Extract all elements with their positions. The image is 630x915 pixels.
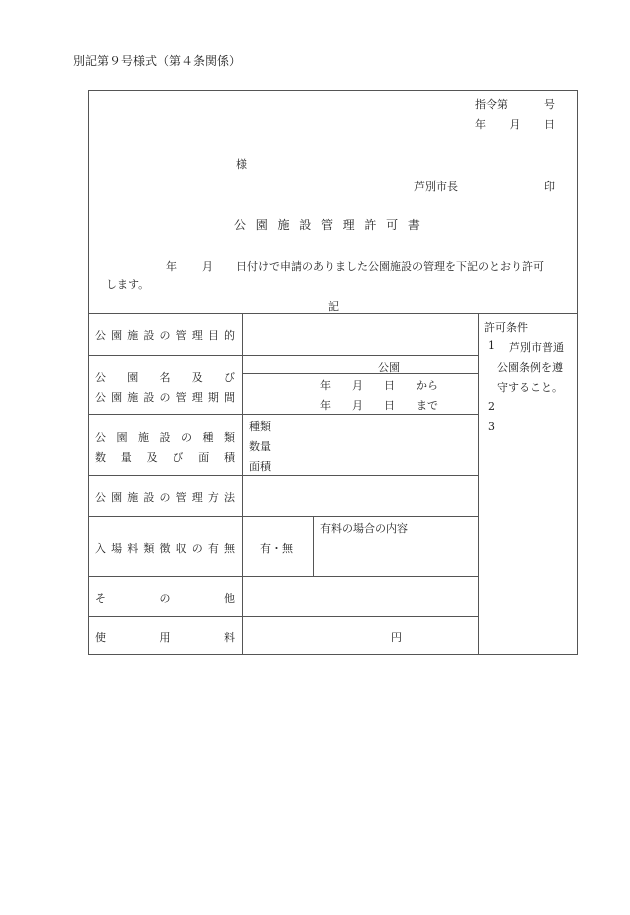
row-rule [88,516,478,517]
label-char: 管 [175,491,187,504]
item-area: 面積 [249,460,271,473]
label-quantity-area [95,449,235,465]
issuer-name: 芦別市長 [414,180,458,193]
label-char: の [159,329,171,342]
title-char: 許 [364,218,377,232]
label-admission-fee [95,540,235,556]
label-char: 公 [95,329,106,342]
label-char: の [181,431,192,444]
title-char: 理 [342,218,355,232]
label-column-divider [242,313,243,655]
label-facility-type [95,429,235,445]
table-top-rule [88,313,578,314]
label-char: 管 [175,329,187,342]
label-char: 法 [224,491,235,504]
label-char: 設 [143,391,155,404]
label-char: 日 [384,399,395,412]
title-char: 可 [386,218,399,232]
label-char: 施 [127,491,139,504]
condition-1-line: 公園条例を遵 [497,361,563,374]
label-char: 公 [95,491,106,504]
label-management-period [95,389,235,405]
label-char: 入 [95,542,106,555]
ref-year: 年 [475,118,486,131]
title-char: 園 [255,218,268,232]
title-char: 設 [299,218,312,232]
label-char: 理 [191,391,203,404]
condition-3-number: 3 [488,420,495,433]
label-char: 徴 [159,542,171,555]
label-char: から [416,379,438,392]
body-year: 年 [166,260,177,273]
label-char: 面 [198,451,210,464]
label-char: 収 [175,542,187,555]
label-management-purpose [95,327,235,343]
label-char: 目 [207,329,219,342]
conditions-column-divider [478,313,479,655]
ref-month: 月 [509,118,521,131]
label-char: 数 [95,451,106,464]
label-char: 公 [95,391,106,404]
row-rule [88,414,478,415]
body-month: 月 [202,260,213,273]
label-char: 理 [191,329,203,342]
conditions-heading: 許可条件 [484,321,528,334]
label-char: 類 [143,542,155,555]
label-char: 月 [352,399,363,412]
row-rule [88,475,478,476]
label-char: 設 [143,491,155,504]
label-char: 名 [159,371,171,384]
label-char: 理 [191,491,203,504]
addressee-suffix: 様 [236,158,247,171]
label-char: 月 [352,379,363,392]
label-char: 間 [224,391,235,404]
label-park-name [95,369,235,385]
body-text-line1: 日付けで申請のありました公園施設の管理を下記のとおり許可 [236,260,544,273]
label-char: 設 [143,329,155,342]
item-quantity: 数量 [249,440,271,453]
ki-heading: 記 [328,300,339,313]
fee-content-label: 有料の場合の内容 [320,522,408,535]
ref-date [475,116,555,132]
label-char: 設 [159,431,171,444]
label-char: の [159,391,171,404]
label-other [95,590,235,606]
label-char: 類 [224,431,235,444]
period-to [320,397,438,413]
yen-unit: 円 [391,631,402,644]
label-char: そ [95,592,106,605]
row-rule [88,355,478,356]
label-char: 施 [138,431,149,444]
title-char: 書 [407,218,420,232]
label-char: 方 [207,491,219,504]
label-char: 期 [207,391,219,404]
label-char: 的 [224,329,235,342]
ref-suffix: 号 [544,98,555,111]
title-char: 施 [277,218,290,232]
label-char: 他 [224,592,235,605]
label-char: 日 [384,379,395,392]
label-char: 園 [127,371,139,384]
label-char: の [159,491,171,504]
label-char: 料 [127,542,139,555]
document-title [234,216,420,233]
label-char: 施 [127,391,139,404]
condition-2-number: 2 [488,400,495,413]
label-char: 年 [320,379,331,392]
ref-day: 日 [544,118,555,131]
label-char: まで [416,399,438,412]
label-char: 年 [320,399,331,412]
period-from [320,377,438,393]
label-char: 園 [116,431,128,444]
label-char: 用 [159,631,171,644]
fee-choice: 有・無 [260,542,293,555]
label-char: 及 [146,451,158,464]
label-char: 園 [111,391,123,404]
park-suffix: 公園 [378,361,400,374]
fee-cell-divider [313,516,314,576]
label-char: 公 [95,371,106,384]
label-char: の [191,542,203,555]
label-char: 公 [95,431,106,444]
label-char: 有 [207,542,219,555]
condition-1-line: 芦別市普通 [509,341,564,354]
label-char: 園 [111,491,123,504]
row-rule [88,616,478,617]
ref-prefix: 指令第 [475,98,508,111]
seal-mark: 印 [544,180,555,193]
label-management-method [95,489,235,505]
label-char: 場 [111,542,123,555]
label-char: 管 [175,391,187,404]
label-char: 料 [224,631,235,644]
label-char: び [224,371,235,384]
condition-1-line: 守すること。 [497,381,563,394]
label-char: 及 [191,371,203,384]
row-rule [242,373,478,374]
title-char: 管 [320,218,333,232]
condition-1-number: 1 [488,339,495,352]
label-char: 種 [202,431,214,444]
item-kind: 種類 [249,420,271,433]
title-char: 公 [234,218,247,232]
label-char: 使 [95,631,106,644]
label-char: 積 [223,451,235,464]
label-char: 施 [127,329,139,342]
row-rule [88,576,478,577]
label-char: の [159,592,171,605]
ref-number [475,96,555,112]
label-char: 無 [224,542,235,555]
body-text-line2: します。 [106,278,150,291]
label-char: 園 [111,329,123,342]
label-char: び [172,451,184,464]
label-char: 量 [120,451,132,464]
label-usage-fee [95,629,235,645]
form-label: 別記第９号様式（第４条関係） [73,54,242,68]
